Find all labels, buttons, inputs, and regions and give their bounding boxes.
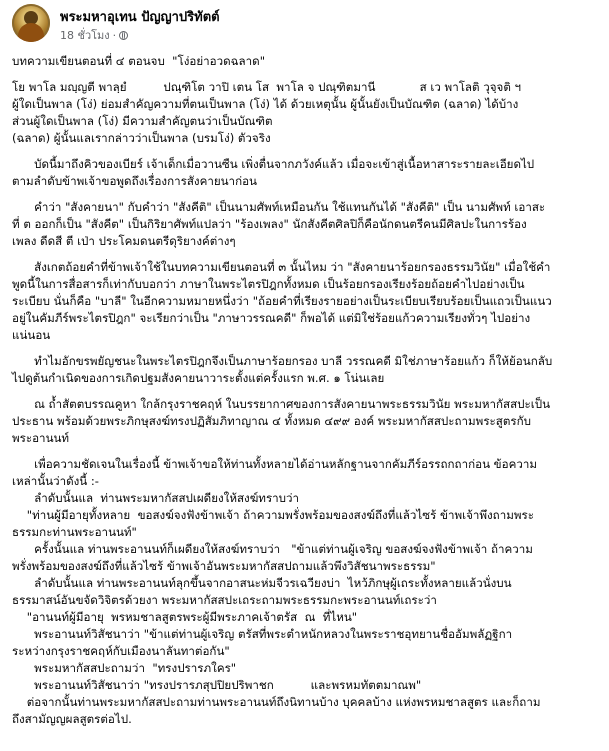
post-text-line: ตามลำดับข้าพเจ้าขอพูดถึงเรื่องการสังคายนาก่อน (12, 174, 257, 188)
post-paragraph (12, 456, 600, 728)
avatar-robe (18, 23, 44, 42)
post-text-line: พระมหากัสสปะถามว่า "ทรงปรารภใคร" (12, 661, 237, 675)
paragraph-gap (12, 250, 600, 259)
post-text-line: ลำดับนั้นแล ท่านพระอานนท์ลุกขึ้นจากอาสนะห่มจีวรเฉวียงบ่า ไหว้ภิกษุผู้เถระทั้งหลายแล้วนั่งบน (12, 576, 512, 590)
post-paragraph (12, 259, 600, 344)
post-meta (60, 26, 128, 44)
post-text-line: พูดนี้ในการสื่อสารก็เท่ากับบอกว่า ภาษาในพระไตรปิฎกทั้งหมด เป็นร้อยกรองเรียงร้อยถ้อยคำไปอย่างเป็น (12, 277, 525, 291)
author-name[interactable]: พระมหาอุเทน ปัญญาปริทัตต์ (60, 10, 220, 25)
post-text-line: อยู่ในคัมภีร์พระไตรปิฎก" จะเรียกว่าเป็น "ภาษาวรรณคดี" ก็พอได้ แต่มิใช่ร้อยแก้วความเรียงทั่วๆ ไปอย่าง (12, 311, 531, 325)
post-text-line: ทำไมอักขรพยัญชนะในพระไตรปิฎกจึงเป็นภาษาร้อยกรอง บาลี วรรณคดี มิใช่ภาษาร้อยแก้ว ก็ให้ย้อนกลับ (12, 354, 553, 368)
paragraph-gap (12, 190, 600, 199)
post-text-line: ลำดับนั้นแล ท่านพระมหากัสสปเผดียงให้สงฆ์ทราบว่า (12, 491, 300, 505)
post-text-line: (ฉลาด) ผู้นั้นแลเรากล่าวว่าเป็นพาล (บรมโง่) ตัวจริง (12, 131, 271, 145)
post-text-line: ประธาน พร้อมด้วยพระภิกษุสงฆ์ทรงปฏิสัมภิทาญาณ ๔ ทั้งหมด ๔๙๙ องค์ พระมหากัสสปะถามพระสูตรกับ (12, 414, 531, 428)
post-paragraph (12, 79, 600, 147)
post-text-line: ณ ถ้ำสัตตบรรณคูหา ใกล้กรุงราชคฤห์ ในบรรยากาศของการสังคายนาพระธรรมวินัย พระมหากัสสปะเป็น (12, 397, 550, 411)
post-text-line: เพลง ดีดสี ตี เป่า ประโคมดนตรีดุริยางค์ต่างๆ (12, 234, 236, 248)
post-text-line: ธรรมกะท่านพระอานนท์" (12, 525, 137, 539)
post-paragraph (12, 199, 600, 250)
post-timestamp[interactable]: 18 ชั่วโมง (60, 29, 110, 42)
post-text-line: พรั่งพร้อมของสงฆ์ถึงที่แล้วไซร้ ข้าพเจ้าอันพระมหากัสสปถามแล้วพึงวิสัชนาพระธรรม" (12, 559, 436, 573)
post-text-line: ระหว่างกรุงราชคฤห์กับเมืองนาลันทาต่อกัน" (12, 644, 230, 658)
post-text-line: ต่อจากนั้นท่านพระมหากัสสปะถามท่านพระอานนท์ถึงนิทานบ้าง บุคคลบ้าง แห่งพรหมชาลสูตร และก็ถาม (12, 695, 541, 709)
post-text-line: ถึงสามัญญผลสูตรต่อไป. (12, 712, 132, 726)
post-paragraph (12, 156, 600, 190)
post-text-line: ระเบียบ นั่นก็คือ "บาลี" ในอีกความหมายหนึ่งว่า "ถ้อยคำที่เรียงรายอย่างเป็นระเบียบเรียบร้อยเป็นแถวเป็นแนว (12, 294, 552, 308)
post-text-line: โย พาโล มญฺญตี พาลฺยํ ปณฺฑิโต วาปิ เตน โส พาโล จ ปณฺฑิตมานี ส เว พาโลติ วุจฺจติ ฯ (12, 80, 522, 94)
paragraph-gap (12, 387, 600, 396)
meta-separator: · (112, 29, 117, 42)
post-text-line: ครั้งนั้นแล ท่านพระอานนท์ก็เผดียงให้สงฆ์ทราบว่า "ข้าแต่ท่านผู้เจริญ ขอสงฆ์จงฟังข้าพเจ้า ถ้าความ (12, 542, 533, 556)
post-paragraph (12, 53, 600, 70)
paragraph-gap (12, 147, 600, 156)
post-text-line: พระอานนท์ (12, 431, 70, 445)
post-text-line: สังเกตถ้อยคำที่ข้าพเจ้าใช้ในบทความเขียนตอนที่ ๓ นั้นไหม ว่า "สังคายนาร้อยกรองธรรมวินัย" เมื่อใช้คำ (12, 260, 551, 274)
paragraph-gap (12, 70, 600, 79)
post-text-line: บัดนี้มาถึงคิวของเบียร์ เจ้าเด็กเมื่อวานซืน เพิ่งตื่นจากภวังค์แล้ว เมื่อจะเข้าสู่เนื้อหาสาระรายละเอียดไป (12, 157, 535, 171)
post-text-line: "ท่านผู้มีอายุทั้งหลาย ขอสงฆ์จงฟังข้าพเจ้า ถ้าความพรั่งพร้อมของสงฆ์ถึงที่แล้วไซร้ ข้าพเจ้าพึงถามพระ (12, 508, 534, 522)
post-text-line: ธรรมาสน์อันขจัดวิจิตรด้วยงา พระมหากัสสปะเถระถามพระธรรมกะพระอานนท์เถระว่า (12, 593, 437, 607)
globe-icon[interactable] (119, 31, 128, 40)
post-text-line: เหล่านั้นว่าดังนี้ :- (12, 474, 99, 488)
post-text-line: แน่นอน (12, 328, 51, 342)
post-text-line: ผู้ใดเป็นพาล (โง่) ย่อมสำคัญความที่ตนเป็นพาล (โง่) ได้ ด้วยเหตุนั้น ผู้นั้นยังเป็นบัณฑิต (ฉลาด) ได้บ้าง (12, 97, 519, 111)
post-header (0, 0, 609, 46)
post-body (12, 53, 600, 728)
post-text-line: คำว่า "สังคายนา" กับคำว่า "สังคีติ" เป็นนามศัพท์เหมือนกัน ใช้แทนกันได้ "สังคีติ" เป็น นามศัพท์ เอาสะ (12, 200, 546, 214)
post-text-line: เพื่อความชัดเจนในเรื่องนี้ ข้าพเจ้าขอให้ท่านทั้งหลายได้อ่านหลักฐานจากคัมภีร์อรรถกถาก่อน ข้อความ (12, 457, 537, 471)
post-text-line: ที่ ต ออกก็เป็น "สังคีต" เป็นกิริยาศัพท์แปลว่า "ร้องเพลง" นักสังคีตศิลปิก็คือนักดนตรีคนมีศิลปะในการร้อง (12, 217, 527, 231)
post-text-line: ไปดูต้นกำเนิดของการเกิดปฐมสังคายนาวาระตั้งแต่ครั้งแรก พ.ศ. ๑ โน่นเลย (12, 371, 385, 385)
post-paragraph (12, 396, 600, 447)
avatar[interactable] (12, 4, 50, 42)
paragraph-gap (12, 344, 600, 353)
post-text-line: "อานนท์ผู้มีอายุ พรหมชาลสูตรพระผู้มีพระภาคเจ้าตรัส ณ ที่ไหน" (12, 610, 358, 624)
post-paragraph (12, 353, 600, 387)
post-text-line: บทความเขียนตอนที่ ๔ ตอนจบ "โง่อย่าอวดฉลาด" (12, 54, 266, 68)
post-text-line: พระอานนท์วิสัชนาว่า "ทรงปรารภสุปปิยปริพาชก และพรหมทัตตมาณพ" (12, 678, 422, 692)
post-text-line: พระอานนท์วิสัชนาว่า "ข้าแต่ท่านผู้เจริญ ตรัสที่พระตำหนักหลวงในพระราชอุทยานชื่ออัมพลัฏฐิกา (12, 627, 513, 641)
paragraph-gap (12, 447, 600, 456)
post-text-line: ส่วนผู้ใดเป็นพาล (โง่) มีความสำคัญตนว่าเป็นบัณฑิต (12, 114, 273, 128)
